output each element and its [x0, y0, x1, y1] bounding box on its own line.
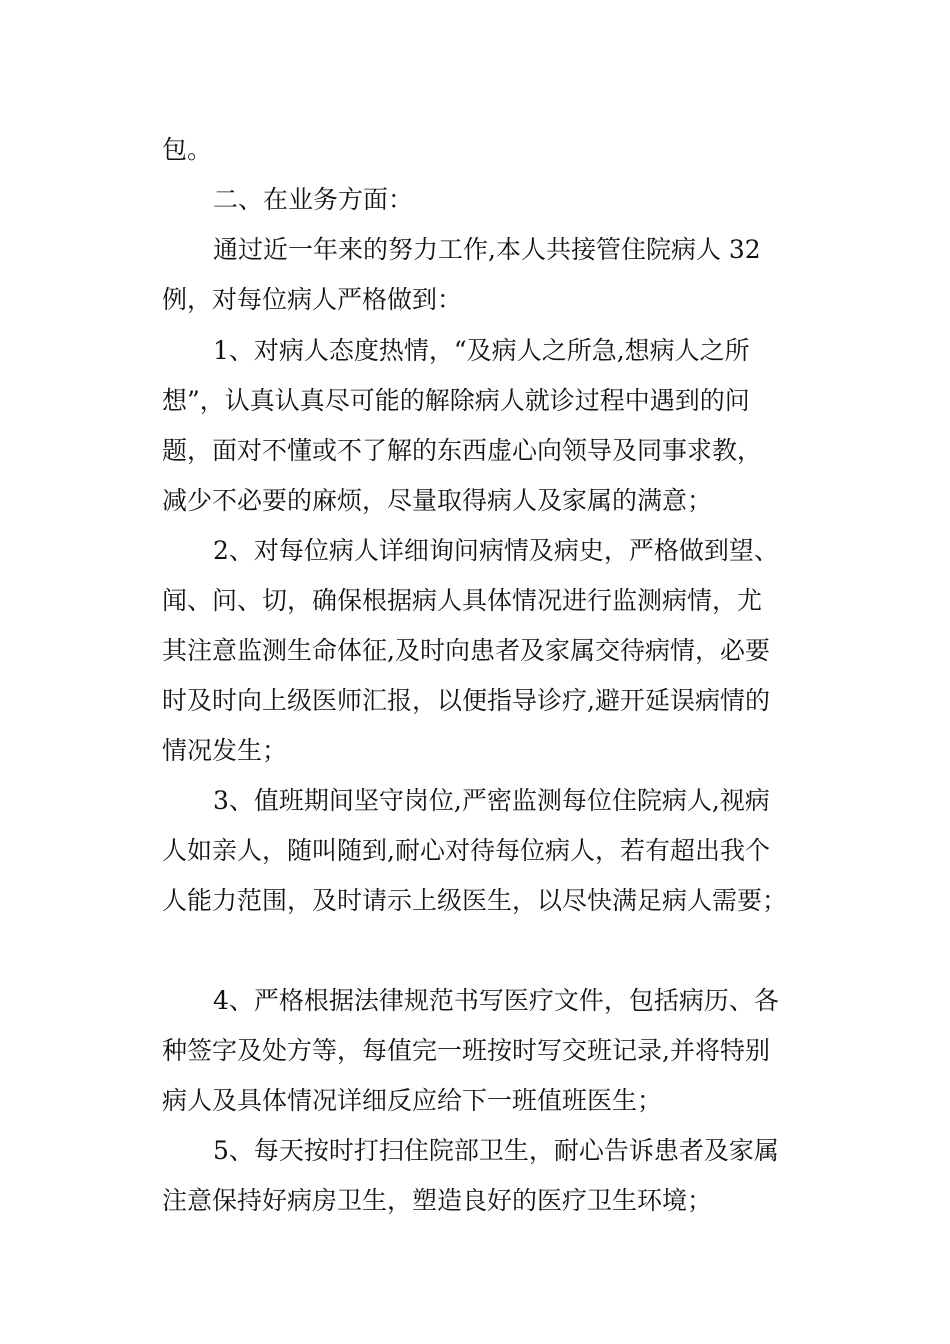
- text-line: 2、对每位病人详细询问病情及病史，严格做到望、: [213, 536, 779, 565]
- text-line: 病人及具体情况详细反应给下一班值班医生；: [162, 1086, 663, 1115]
- text-line: 想”，认真认真尽可能的解除病人就诊过程中遇到的问: [162, 386, 750, 415]
- text-line: 通过近一年来的努力工作,本人共接管住院病人 32: [213, 235, 761, 264]
- text-line: 闻、问、切，确保根据病人具体情况进行监测病情，尤: [162, 586, 763, 615]
- text-line: 包。: [162, 135, 213, 164]
- text-line: 时及时向上级医师汇报，以便指导诊疗,避开延误病情的: [162, 686, 770, 715]
- text-line: 题，面对不懂或不了解的东西虚心向领导及同事求教，: [162, 436, 763, 465]
- text-line: 4、严格根据法律规范书写医疗文件，包括病历、各: [213, 986, 779, 1015]
- text-line: 人如亲人，随叫随到,耐心对待每位病人，若有超出我个: [162, 836, 770, 865]
- text-line: 情况发生；: [162, 736, 288, 765]
- text-line: 3、值班期间坚守岗位,严密监测每位住院病人,视病: [213, 786, 770, 815]
- text-line: 注意保持好病房卫生，塑造良好的医疗卫生环境；: [162, 1186, 713, 1215]
- text-line: 1、对病人态度热情，“及病人之所急,想病人之所: [213, 336, 750, 365]
- section-heading: 二、在业务方面：: [213, 185, 414, 214]
- text-line: 5、每天按时打扫住院部卫生，耐心告诉患者及家属: [213, 1136, 779, 1165]
- text-line: 例，对每位病人严格做到：: [162, 285, 463, 314]
- text-line: 种签字及处方等，每值完一班按时写交班记录,并将特别: [162, 1036, 770, 1065]
- text-line: 减少不必要的麻烦，尽量取得病人及家属的满意；: [162, 486, 713, 515]
- text-line: 人能力范围，及时请示上级医生，以尽快满足病人需要；: [162, 886, 788, 915]
- text-line: 其注意监测生命体征,及时向患者及家属交待病情，必要: [162, 636, 770, 665]
